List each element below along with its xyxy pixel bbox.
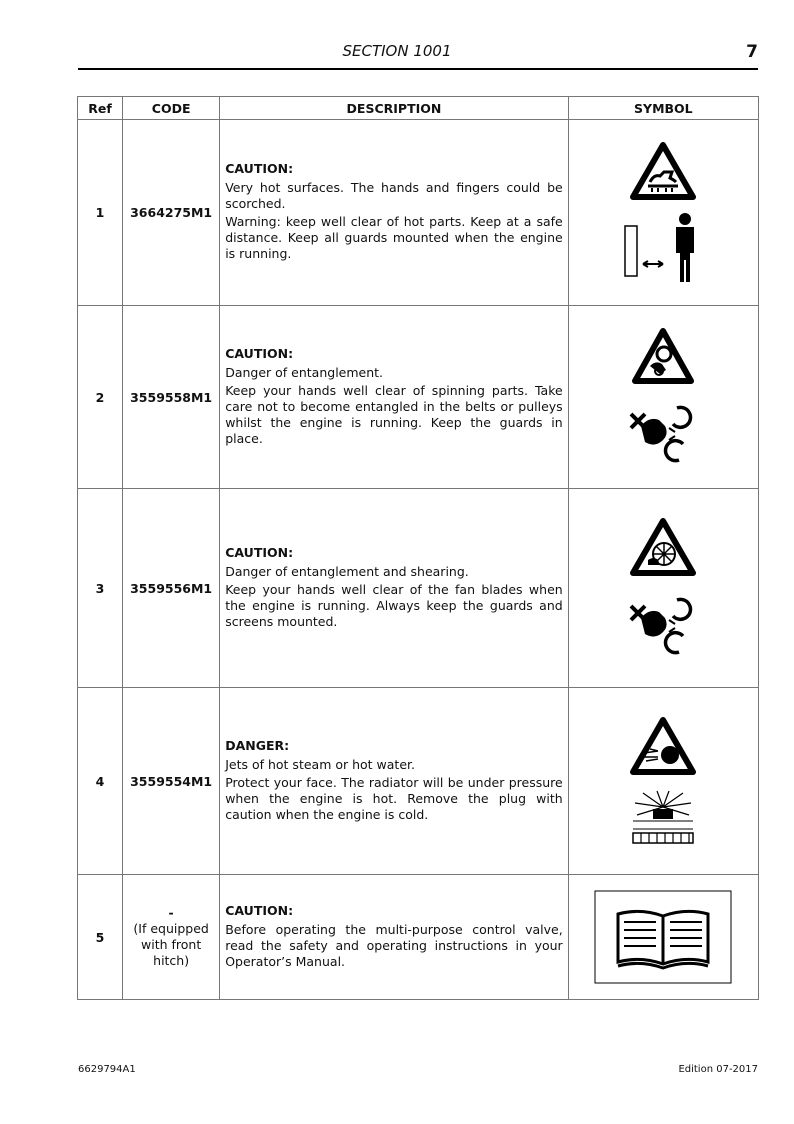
row-code: 3664275M1 — [123, 120, 220, 306]
row-ref: 5 — [78, 875, 123, 1000]
row-ref: 4 — [78, 688, 123, 875]
row-description — [220, 306, 569, 489]
column-header-code: CODE — [123, 97, 220, 120]
row-code: 3559554M1 — [123, 688, 220, 875]
row-line: Very hot surfaces. The hands and fingers could be scorched. — [225, 180, 563, 211]
row-symbols — [568, 120, 758, 306]
row-code — [123, 875, 220, 1000]
header-rule — [78, 68, 758, 70]
row-line: Jets of hot steam or hot water. — [225, 756, 415, 772]
row-line: Keep your hands well clear of spinning parts. Take care not to become entangled in the belts or pulleys whilst the engine is running. Keep the guards in place. — [225, 382, 563, 446]
section-title: SECTION 1001 — [342, 42, 452, 60]
row-symbols — [568, 489, 758, 688]
row-line: Protect your face. The radiator will be under pressure when the engine is hot. Remove the plug with caution when the engine is cold. — [225, 774, 563, 822]
row-code: 3559556M1 — [123, 489, 220, 688]
row-description — [220, 489, 569, 688]
edition-label: Edition 07-2017 — [678, 1064, 758, 1075]
hot-surface-warning-icon — [630, 142, 696, 200]
row-symbols — [568, 688, 758, 875]
row-heading: CAUTION: — [225, 345, 294, 361]
table-header-row — [78, 97, 759, 120]
rotating-parts-hand-icon — [627, 592, 699, 658]
row-heading: CAUTION: — [225, 902, 294, 918]
belt-entanglement-warning-icon — [632, 328, 694, 384]
row-description — [220, 688, 569, 875]
row-symbols — [568, 875, 758, 1000]
column-header-symbol: SYMBOL — [568, 97, 758, 120]
row-heading: CAUTION: — [225, 544, 294, 560]
row-symbols — [568, 306, 758, 489]
radiator-pressure-icon — [625, 789, 701, 845]
column-header-ref: Ref — [78, 97, 123, 120]
row-ref: 2 — [78, 306, 123, 489]
page-number: 7 — [746, 42, 758, 62]
table-row — [78, 875, 759, 1000]
row-line: Before operating the multi-purpose control valve, read the safety and operating instructions in your Operator’s Manual. — [225, 921, 563, 969]
row-ref: 1 — [78, 120, 123, 306]
row-ref: 3 — [78, 489, 123, 688]
row-line: Warning: keep well clear of hot parts. Keep at a safe distance. Keep all guards mounted when the engine is running. — [225, 214, 563, 261]
keep-distance-icon — [623, 212, 703, 284]
operators-manual-icon — [594, 890, 732, 984]
row-description — [220, 120, 569, 306]
document-number: 6629794A1 — [78, 1064, 136, 1075]
row-code: 3559558M1 — [123, 306, 220, 489]
table-row — [78, 306, 759, 489]
table-row — [78, 120, 759, 306]
fan-blade-warning-icon — [630, 518, 696, 576]
rotating-parts-hand-icon — [627, 400, 699, 466]
steam-jet-warning-icon — [630, 717, 696, 775]
row-description — [220, 875, 569, 1000]
row-heading: DANGER: — [225, 737, 290, 753]
row-heading: CAUTION: — [225, 161, 294, 176]
table-row — [78, 489, 759, 688]
row-line: Danger of entanglement and shearing. — [225, 563, 469, 579]
column-header-description: DESCRIPTION — [220, 97, 569, 120]
row-code-value: - — [168, 905, 174, 920]
row-line: Danger of entanglement. — [225, 364, 384, 380]
row-line: Keep your hands well clear of the fan blades when the engine is running. Always keep the guards and screens mounted. — [225, 581, 563, 629]
safety-labels-table — [77, 96, 759, 1000]
table-row — [78, 688, 759, 875]
row-code-note: (If equipped with front hitch) — [133, 921, 209, 968]
